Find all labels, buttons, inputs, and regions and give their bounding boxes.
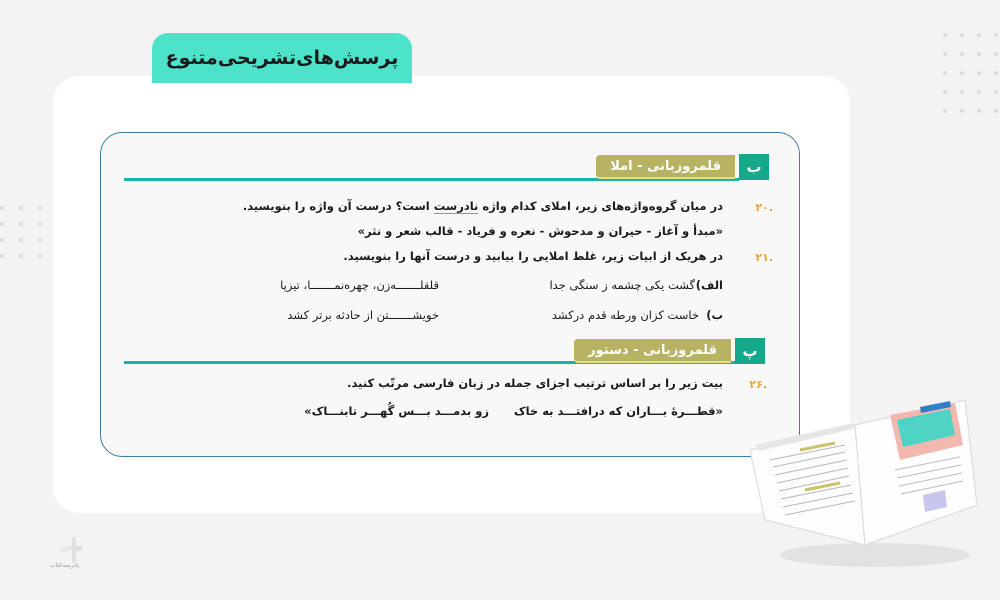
question-word-groups: «مبدأ و آغاز - حیران و مدحوش - نعره و فریاد - قالب شعر و نثر»	[357, 224, 723, 238]
page-title: پرسش‌های‌تشریحی‌متنوع	[165, 47, 399, 69]
section-header-dastoor	[574, 338, 765, 364]
verse-second-half: قلقلـــــــه‌زن، چهره‌نمـــــــا، تیزپا	[280, 278, 439, 292]
verse-first-half: خاست کزان ورطه قدم درکشد	[551, 308, 699, 322]
brand-logo-text: پادرسه‌کتاب	[50, 562, 80, 569]
open-book-image	[745, 395, 980, 575]
section-title: قلمروزبانی - املا	[596, 155, 735, 179]
book-page-excerpt	[100, 132, 800, 457]
section-letter: پ	[735, 338, 765, 364]
section-letter: ب	[739, 154, 769, 180]
verse-second-half: زو بدمـــد بـــس گُهـــر تابنـــاک»	[304, 404, 489, 418]
question-number: .۲۱	[755, 251, 773, 264]
verse-first-half: گشت یکی چشمه ز سنگی جدا	[549, 278, 695, 292]
verse-label: الف)	[695, 278, 723, 292]
question-number: .۲۰	[755, 201, 773, 214]
underlined-word: نادرست	[433, 199, 479, 213]
brand-logo-icon	[55, 535, 85, 575]
decorative-dot-grid-left	[0, 206, 42, 258]
decorative-dot-grid-right	[943, 33, 998, 113]
question-text: در هریک از ابیات زیر، غلط املایی را بیابید و درست آنها را بنویسید.	[343, 249, 723, 263]
verse-label: ب)	[706, 308, 723, 322]
section-header-imla	[596, 154, 769, 180]
question-number: .۲۶	[749, 378, 767, 391]
question-text: بیت زیر را بر اساس ترتیب اجزای جمله در زبان فارسی مرتّب کنید.	[347, 376, 723, 390]
verse-first-half: «قطـــرهٔ بـــاران که درافتـــد به خاک	[513, 404, 723, 418]
page-title-tab	[152, 33, 412, 83]
section-title: قلمروزبانی - دستور	[574, 339, 731, 363]
question-text: در میان گروه‌واژه‌های زیر، املای کدام واژه نادرست است؟ درست آن واژه را بنویسید.	[242, 199, 723, 213]
verse-second-half: خویشـــــــتن از حادثه برتر کشد	[287, 308, 439, 322]
